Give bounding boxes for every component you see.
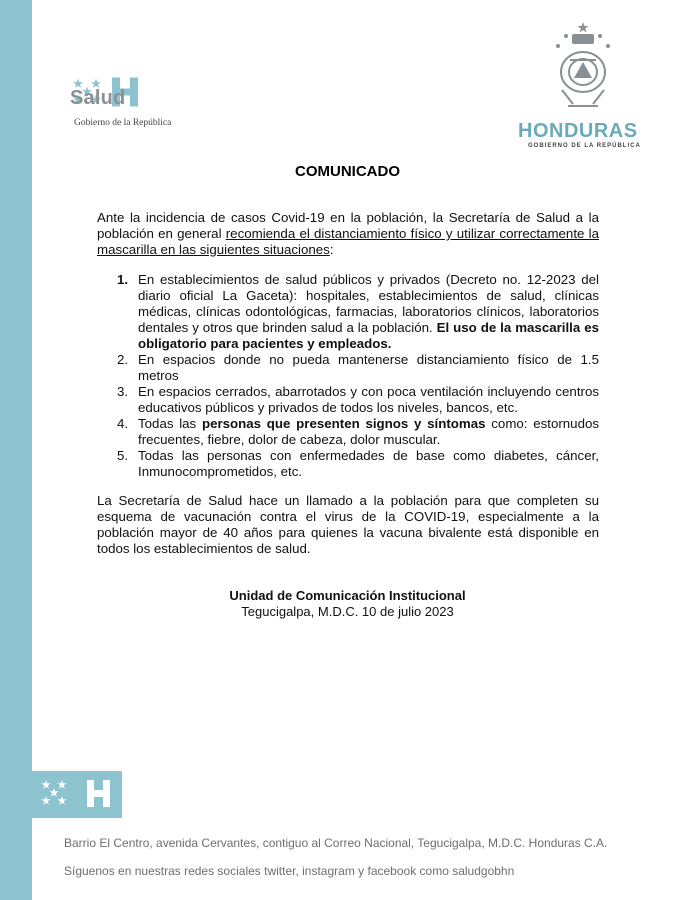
salud-logo-word: Salud <box>70 87 126 109</box>
honduras-coat-of-arms-icon <box>548 20 618 116</box>
list-item-bold-text: personas que presenten signos y síntomas <box>201 416 486 431</box>
closing-paragraph: La Secretaría de Salud hace un llamado a la población para que completen su esquema de vacunación contra el virus de la COVID-19, especialmente a la población mayor de 40 años para quienes la vacuna bivalente está disponible en todos los establecimientos de salud. <box>97 493 599 556</box>
list-item-number: 4. <box>117 416 129 431</box>
list-item-text: Todas las <box>138 416 202 431</box>
list-item-text: En espacios donde no pueda mantenerse distanciamiento físico de 1.5 metros <box>138 352 599 383</box>
intro-text-part1: Ante la incidencia de casos Covid-19 en la población, la Secretaría de Salud a la población en general <box>97 210 599 241</box>
signature-unit: Unidad de Comunicación Institucional <box>229 588 466 603</box>
list-item-number: 3. <box>117 384 129 399</box>
list-item <box>97 416 599 448</box>
list-item-text-after: como: estornudos frecuentes, fiebre, dolor de cabeza, dolor muscular. <box>138 416 600 447</box>
situations-list <box>97 272 599 480</box>
list-item <box>97 384 599 416</box>
footer-badge <box>32 771 122 818</box>
honduras-logo-word: HONDURAS <box>518 120 638 142</box>
salud-logo-subtitle: Gobierno de la República <box>74 118 172 128</box>
list-item <box>97 272 599 352</box>
list-item-text: Todas las personas con enfermedades de base como diabetes, cáncer, Inmunocomprometidos, etc. <box>138 448 599 479</box>
list-item-number: 1. <box>117 272 129 287</box>
list-item <box>97 352 599 384</box>
intro-paragraph <box>97 210 599 258</box>
footer-social: Síguenos en nuestras redes sociales twitter, instagram y facebook como saludgobhn <box>64 864 515 878</box>
signature-place-date: Tegucigalpa, M.D.C. 10 de julio 2023 <box>241 604 454 619</box>
footer-address: Barrio El Centro, avenida Cervantes, contiguo al Correo Nacional, Tegucigalpa, M.D.C. Honduras C.A. <box>64 836 608 850</box>
list-item-text: En espacios cerrados, abarrotados y con poca ventilación incluyendo centros educativos públicos y privados de todos los niveles, bancos, etc. <box>138 384 599 415</box>
list-item-number: 5. <box>117 448 129 463</box>
page-title: COMUNICADO <box>295 163 400 180</box>
honduras-logo-subtitle: GOBIERNO DE LA REPÚBLICA <box>528 143 641 149</box>
list-item-text: En establecimientos de salud públicos y privados (Decreto no. 12-2023 del diario oficial La Gaceta): hospitales, establecimientos de salud, clínicas médicas, clínicas odontológicas, farmacias, laboratorios clínicos, laboratorios dentales y otros que brinden salud a la población. <box>138 272 599 335</box>
list-item-bold-text: El uso de la mascarilla es obligatorio para pacientes y empleados. <box>138 320 599 351</box>
left-accent-bar <box>0 0 32 900</box>
list-item-number: 2. <box>117 352 129 367</box>
intro-text-underlined: recomienda el distanciamiento físico y utilizar correctamente la mascarilla en las siguientes situaciones <box>97 226 599 257</box>
intro-text-part2: : <box>329 242 334 257</box>
salud-h-stars-icon <box>32 771 122 818</box>
list-item <box>97 448 599 480</box>
